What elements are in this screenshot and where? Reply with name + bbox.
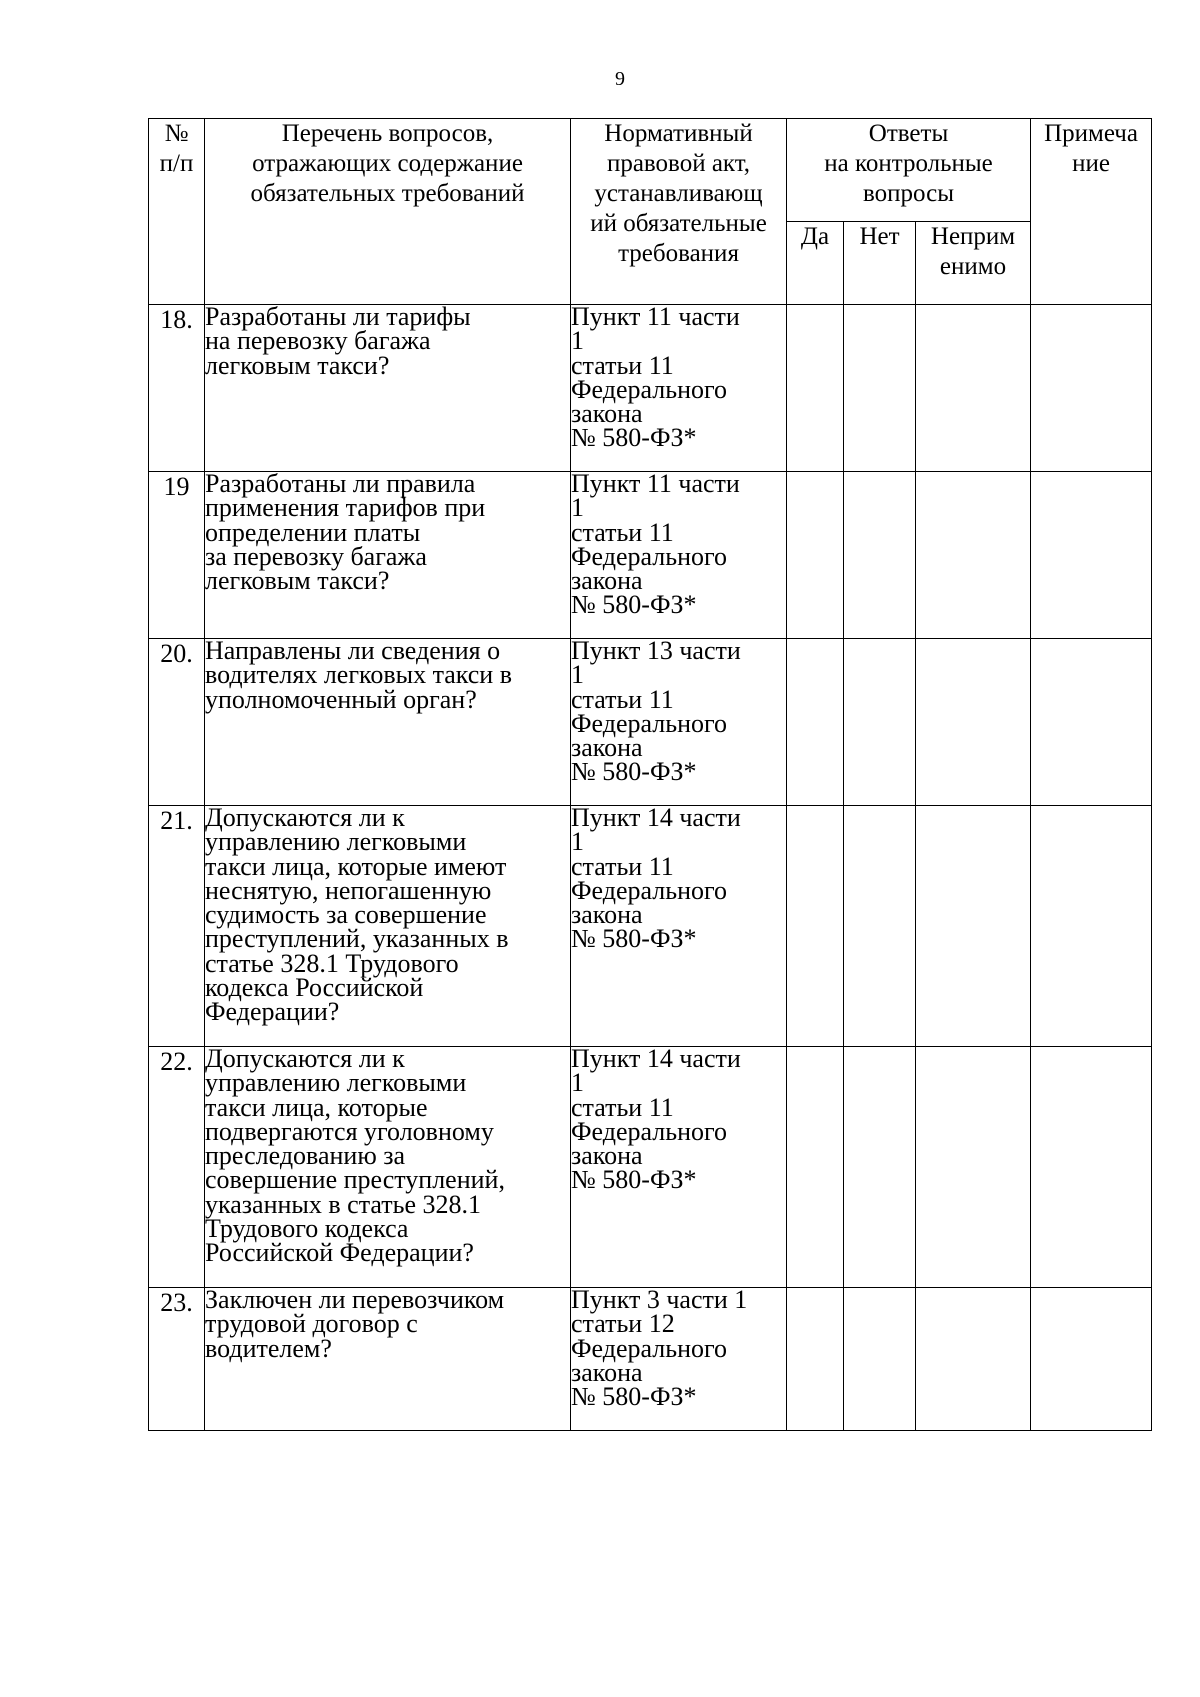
checklist-table [148,118,1152,1431]
table-row [149,472,1152,639]
answer-no-cell[interactable] [844,1288,916,1431]
row-act: Пункт 14 части 1 статьи 11 Федерального закона № 580-ФЗ* [571,806,787,1047]
answer-yes-cell[interactable] [787,472,844,639]
row-question: Разработаны ли тарифы на перевозку багажа легковым такси? [205,305,571,472]
answer-no-cell[interactable] [844,305,916,472]
row-question: Допускаются ли к управлению легковыми такси лица, которые имеют неснятую, непогашенную судимость за совершение преступлений, указанных в статье 328.1 Трудового кодекса Российской Федерации? [205,806,571,1047]
row-act: Пункт 11 части 1 статьи 11 Федерального закона № 580-ФЗ* [571,305,787,472]
header-number: № п/п [149,119,205,305]
row-number: 18. [149,305,205,472]
table-row [149,1047,1152,1288]
header-question: Перечень вопросов, отражающих содержание обязательных требований [205,119,571,305]
answer-no-cell[interactable] [844,472,916,639]
row-act: Пункт 11 части 1 статьи 11 Федерального закона № 580-ФЗ* [571,472,787,639]
row-question: Заключен ли перевозчиком трудовой договор с водителем? [205,1288,571,1431]
header-note: Примеча ние [1031,119,1152,305]
page-number: 9 [615,68,625,90]
table-row [149,639,1152,806]
row-question: Допускаются ли к управлению легковыми такси лица, которые подвергаются уголовному преследованию за совершение преступлений, указанных в статье 328.1 Трудового кодекса Российской Федерации? [205,1047,571,1288]
header-yes: Да [787,222,844,305]
answer-na-cell[interactable] [916,472,1031,639]
table-row [149,806,1152,1047]
answer-yes-cell[interactable] [787,1288,844,1431]
row-number: 21. [149,806,205,1047]
answer-no-cell[interactable] [844,806,916,1047]
answer-na-cell[interactable] [916,806,1031,1047]
table-row [149,305,1152,472]
note-cell[interactable] [1031,305,1152,472]
answer-na-cell[interactable] [916,1288,1031,1431]
answer-no-cell[interactable] [844,1047,916,1288]
row-number: 20. [149,639,205,806]
answer-yes-cell[interactable] [787,305,844,472]
header-answers: Ответы на контрольные вопросы [787,119,1031,222]
note-cell[interactable] [1031,1288,1152,1431]
row-act: Пункт 3 части 1 статьи 12 Федерального закона № 580-ФЗ* [571,1288,787,1431]
row-question: Направлены ли сведения о водителях легковых такси в уполномоченный орган? [205,639,571,806]
table-header-row [149,119,1152,222]
row-number: 23. [149,1288,205,1431]
answer-na-cell[interactable] [916,639,1031,806]
header-not-applicable: Неприм енимо [916,222,1031,305]
table-row [149,1288,1152,1431]
header-no: Нет [844,222,916,305]
row-act: Пункт 14 части 1 статьи 11 Федерального закона № 580-ФЗ* [571,1047,787,1288]
answer-yes-cell[interactable] [787,639,844,806]
answer-na-cell[interactable] [916,305,1031,472]
answer-yes-cell[interactable] [787,806,844,1047]
answer-na-cell[interactable] [916,1047,1031,1288]
row-act: Пункт 13 части 1 статьи 11 Федерального закона № 580-ФЗ* [571,639,787,806]
answer-no-cell[interactable] [844,639,916,806]
row-question: Разработаны ли правила применения тарифов при определении платы за перевозку багажа легковым такси? [205,472,571,639]
note-cell[interactable] [1031,806,1152,1047]
row-number: 22. [149,1047,205,1288]
note-cell[interactable] [1031,1047,1152,1288]
row-number: 19 [149,472,205,639]
header-act: Нормативный правовой акт, устанавливающ ий обязательные требования [571,119,787,305]
note-cell[interactable] [1031,472,1152,639]
note-cell[interactable] [1031,639,1152,806]
answer-yes-cell[interactable] [787,1047,844,1288]
